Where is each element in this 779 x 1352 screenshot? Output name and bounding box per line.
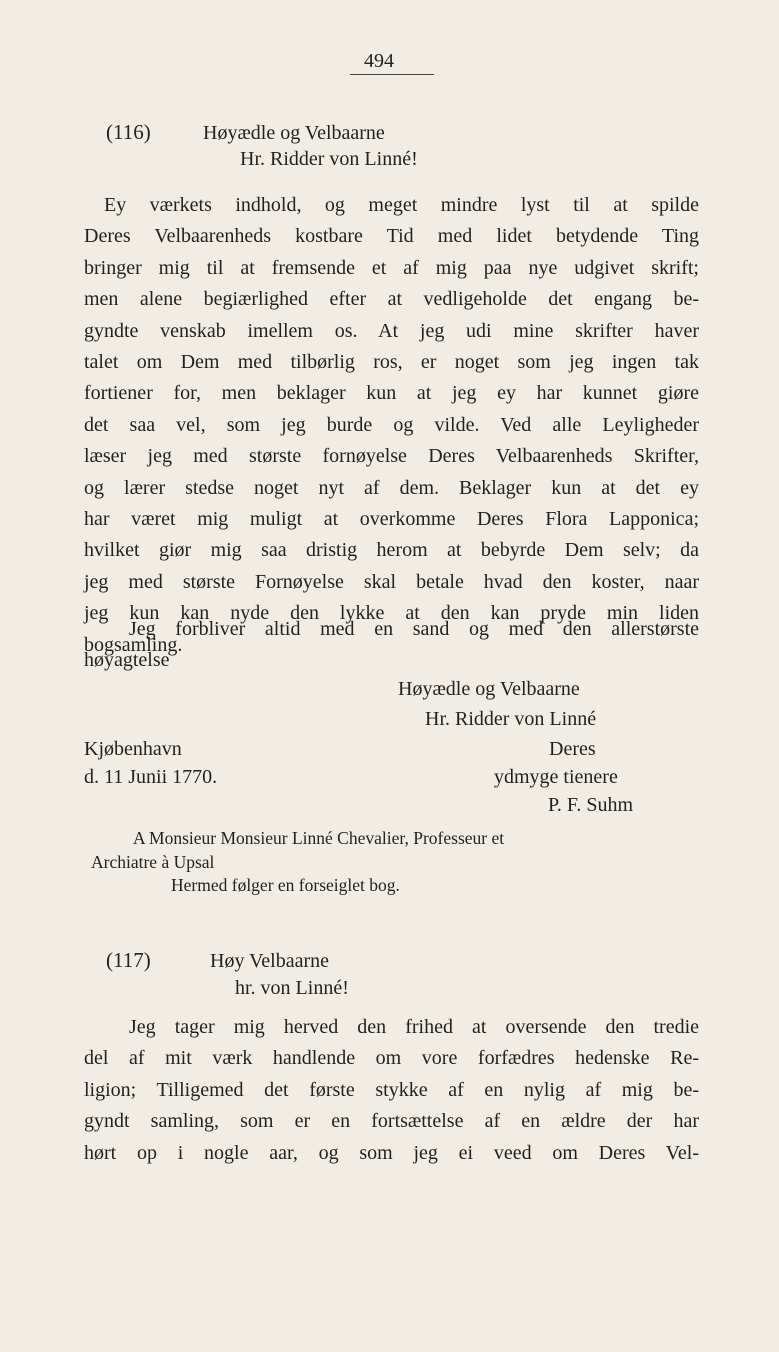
closing-line: Jeg forbliver altid med en sand og med den allerstørste [129, 618, 699, 640]
body-line: gyndte venskab imellem os. At jeg udi mine skrifter haver [84, 319, 699, 342]
body-line: Jeg tager mig herved den frihed at oversende den tredie [129, 1016, 699, 1038]
body-line: bogsamling. [84, 633, 183, 656]
signature-deres: Deres [549, 738, 596, 760]
closing-line: høyagtelse [84, 649, 170, 672]
letter-body [84, 190, 699, 661]
body-line: talet om Dem med tilbørlig ros, er noget som jeg ingen tak [84, 351, 699, 374]
signature: P. F. Suhm [548, 794, 634, 816]
body-line: hvilket giør mig saa dristig herom at bebyrde Dem selv; da [84, 539, 699, 562]
signature-ydmyge: ydmyge tienere [494, 766, 618, 788]
address-line: Archiatre à Upsal [91, 852, 215, 872]
letter-place: Kjøbenhavn [84, 738, 182, 760]
salutation-line: Høy Velbaarne [210, 950, 330, 972]
closing-paragraph [84, 614, 699, 677]
page-number: 494 [350, 48, 434, 75]
body-line: læser jeg med største fornøyelse Deres Velbaarenheds Skrifter, [84, 445, 699, 468]
body-line: har været mig muligt at overkomme Deres Flora Lapponica; [84, 508, 699, 531]
body-line: fortiener for, men beklager kun at jeg ey har kunnet giøre [84, 382, 699, 405]
address-line: A Monsieur Monsieur Linné Chevalier, Professeur et [133, 828, 505, 848]
signature-salutation: Hr. Ridder von Linné [425, 708, 597, 730]
address-line: Hermed følger en forseiglet bog. [171, 875, 400, 895]
body-line: bringer mig til at fremsende et af mig paa nye udgivet skrift; [84, 256, 699, 279]
body-line: jeg kun kan nyde den lykke at den kan pryde min liden [84, 602, 699, 625]
body-line: det saa vel, som jeg burde og vilde. Ved alle Leyligheder [84, 413, 699, 436]
body-line: men alene begiærlighed efter at vedligeholde det engang be- [84, 288, 699, 311]
body-line: del af mit værk handlende om vore forfædres hedenske Re- [84, 1047, 699, 1070]
body-line: ligion; Tilligemed det første stykke af en nylig af mig be- [84, 1078, 699, 1101]
body-line: hørt op i nogle aar, og som jeg ei veed om Deres Vel- [84, 1141, 699, 1164]
letter-body [84, 1012, 699, 1169]
salutation-line: Hr. Ridder von Linné! [240, 148, 418, 170]
letter-number: (116) [106, 120, 151, 144]
salutation-line: hr. von Linné! [235, 977, 349, 999]
body-line: og lærer stedse noget nyt af dem. Beklager kun at det ey [84, 476, 699, 499]
body-line: jeg med største Fornøyelse skal betale hvad den koster, naar [84, 570, 699, 593]
body-line: Ey værkets indhold, og meget mindre lyst til at spilde [104, 194, 699, 216]
letter-date: d. 11 Junii 1770. [84, 766, 218, 788]
signature-salutation: Høyædle og Velbaarne [398, 678, 580, 700]
letter-number: (117) [106, 948, 151, 972]
salutation-line: Høyædle og Velbaarne [203, 122, 385, 144]
body-line: gyndt samling, som er en fortsættelse af en ældre der har [84, 1110, 699, 1133]
body-line: Deres Velbaarenheds kostbare Tid med lidet betydende Ting [84, 225, 699, 248]
